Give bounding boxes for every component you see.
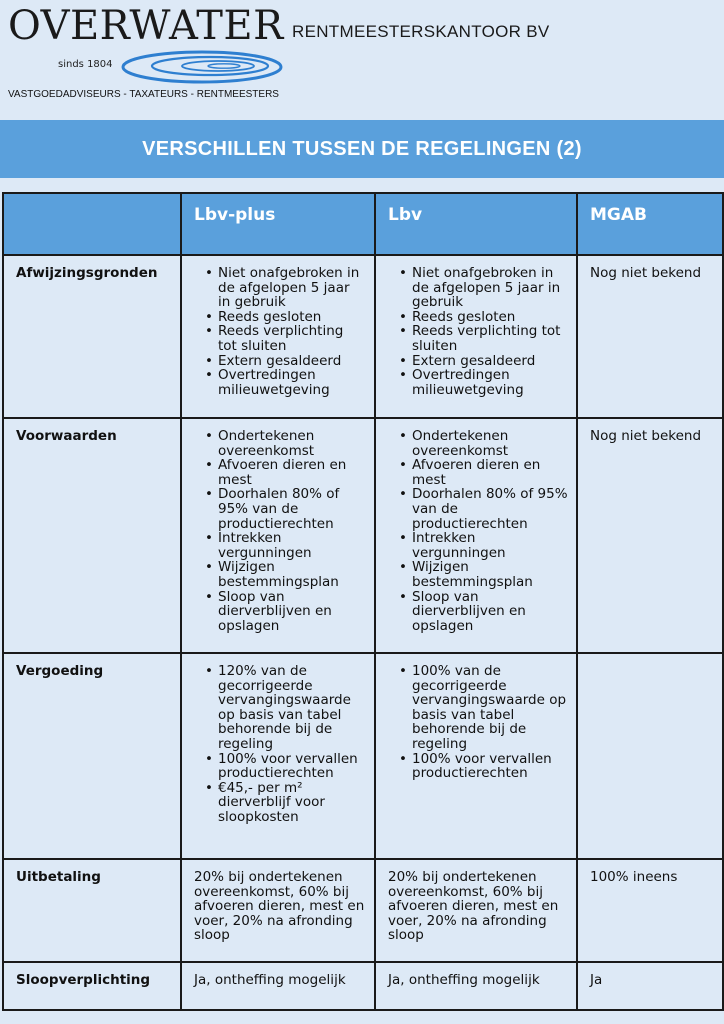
cell-mgab: Nog niet bekend bbox=[577, 255, 723, 418]
cell-lbv-plus: 20% bij ondertekenen overeenkomst, 60% bij afvoeren dieren, mest en voer, 20% na afronding sloop bbox=[181, 859, 375, 962]
list-item: • Doorhalen 80% of 95% van de productierechten bbox=[218, 487, 366, 531]
list-item: • Afvoeren dieren en mest bbox=[218, 458, 366, 487]
column-header-mgab: MGAB bbox=[577, 193, 723, 255]
cell-lbv bbox=[375, 255, 577, 418]
cell-mgab: Nog niet bekend bbox=[577, 418, 723, 653]
row-label: Afwijzingsgronden bbox=[3, 255, 181, 418]
list-item: • 100% voor vervallen productierechten bbox=[412, 752, 568, 781]
list-item: • Overtredingen milieuwetgeving bbox=[412, 368, 568, 397]
column-header-lbv: Lbv bbox=[375, 193, 577, 255]
list-item: • 100% van de gecorrigeerde vervangingswaarde op basis van tabel behorende bij de regeling bbox=[412, 664, 568, 752]
cell-lbv: Ja, ontheffing mogelijk bbox=[375, 962, 577, 1010]
page-title: VERSCHILLEN TUSSEN DE REGELINGEN (2) bbox=[0, 120, 724, 178]
company-name: RENTMEESTERSKANTOOR BV bbox=[292, 22, 550, 41]
cell-mgab: 100% ineens bbox=[577, 859, 723, 962]
list-item: • Ondertekenen overeenkomst bbox=[412, 429, 568, 458]
list-item: • Sloop van dierverblijven en opslagen bbox=[412, 590, 568, 634]
page-header bbox=[0, 0, 724, 118]
logo-wordmark: OVERWATER bbox=[8, 3, 284, 49]
bullet-list bbox=[194, 429, 366, 633]
cell-lbv-plus bbox=[181, 255, 375, 418]
row-label: Vergoeding bbox=[3, 653, 181, 859]
row-label: Uitbetaling bbox=[3, 859, 181, 962]
row-label: Voorwaarden bbox=[3, 418, 181, 653]
column-header-empty bbox=[3, 193, 181, 255]
comparison-table bbox=[2, 192, 724, 1011]
column-header-lbv-plus: Lbv-plus bbox=[181, 193, 375, 255]
list-item: • Niet onafgebroken in de afgelopen 5 jaar in gebruik bbox=[412, 266, 568, 310]
list-item: • Doorhalen 80% of 95% van de productierechten bbox=[412, 487, 568, 531]
list-item: • Reeds gesloten bbox=[218, 310, 366, 325]
logo-swirl-icon bbox=[120, 48, 285, 88]
cell-lbv bbox=[375, 418, 577, 653]
list-item: • Niet onafgebroken in de afgelopen 5 jaar in gebruik bbox=[218, 266, 366, 310]
cell-lbv-plus: Ja, ontheffing mogelijk bbox=[181, 962, 375, 1010]
list-item: • Wijzigen bestemmingsplan bbox=[218, 560, 366, 589]
list-item: • Reeds gesloten bbox=[412, 310, 568, 325]
table-row bbox=[3, 962, 723, 1010]
bullet-list bbox=[388, 266, 568, 397]
cell-lbv-plus bbox=[181, 653, 375, 859]
logo-since: sinds 1804 bbox=[58, 59, 113, 70]
list-item: • 120% van de gecorrigeerde vervangingswaarde op basis van tabel behorende bij de regeling bbox=[218, 664, 366, 752]
list-item: • Extern gesaldeerd bbox=[412, 354, 568, 369]
list-item: • Intrekken vergunningen bbox=[412, 531, 568, 560]
bullet-list bbox=[388, 429, 568, 633]
bullet-list bbox=[388, 664, 568, 781]
bullet-list bbox=[194, 266, 366, 397]
company-tagline: VASTGOEDADVISEURS - TAXATEURS - RENTMEESTERS bbox=[8, 89, 279, 100]
row-label: Sloopverplichting bbox=[3, 962, 181, 1010]
list-item: • Ondertekenen overeenkomst bbox=[218, 429, 366, 458]
list-item: • Afvoeren dieren en mest bbox=[412, 458, 568, 487]
table-row bbox=[3, 255, 723, 418]
cell-lbv: 20% bij ondertekenen overeenkomst, 60% bij afvoeren dieren, mest en voer, 20% na afronding sloop bbox=[375, 859, 577, 962]
list-item: • Overtredingen milieuwetgeving bbox=[218, 368, 366, 397]
bullet-list bbox=[194, 664, 366, 825]
list-item: • Intrekken vergunningen bbox=[218, 531, 366, 560]
table-row bbox=[3, 859, 723, 962]
table-row bbox=[3, 418, 723, 653]
cell-lbv-plus bbox=[181, 418, 375, 653]
list-item: • Wijzigen bestemmingsplan bbox=[412, 560, 568, 589]
list-item: • Extern gesaldeerd bbox=[218, 354, 366, 369]
table-header-row bbox=[3, 193, 723, 255]
cell-mgab: Ja bbox=[577, 962, 723, 1010]
list-item: • Reeds verplichting tot sluiten bbox=[412, 324, 568, 353]
list-item: • Reeds verplichting tot sluiten bbox=[218, 324, 366, 353]
list-item: • 100% voor vervallen productierechten bbox=[218, 752, 366, 781]
cell-mgab bbox=[577, 653, 723, 859]
cell-lbv bbox=[375, 653, 577, 859]
list-item: • €45,- per m² dierverblijf voor sloopkosten bbox=[218, 781, 366, 825]
table-row bbox=[3, 653, 723, 859]
list-item: • Sloop van dierverblijven en opslagen bbox=[218, 590, 366, 634]
